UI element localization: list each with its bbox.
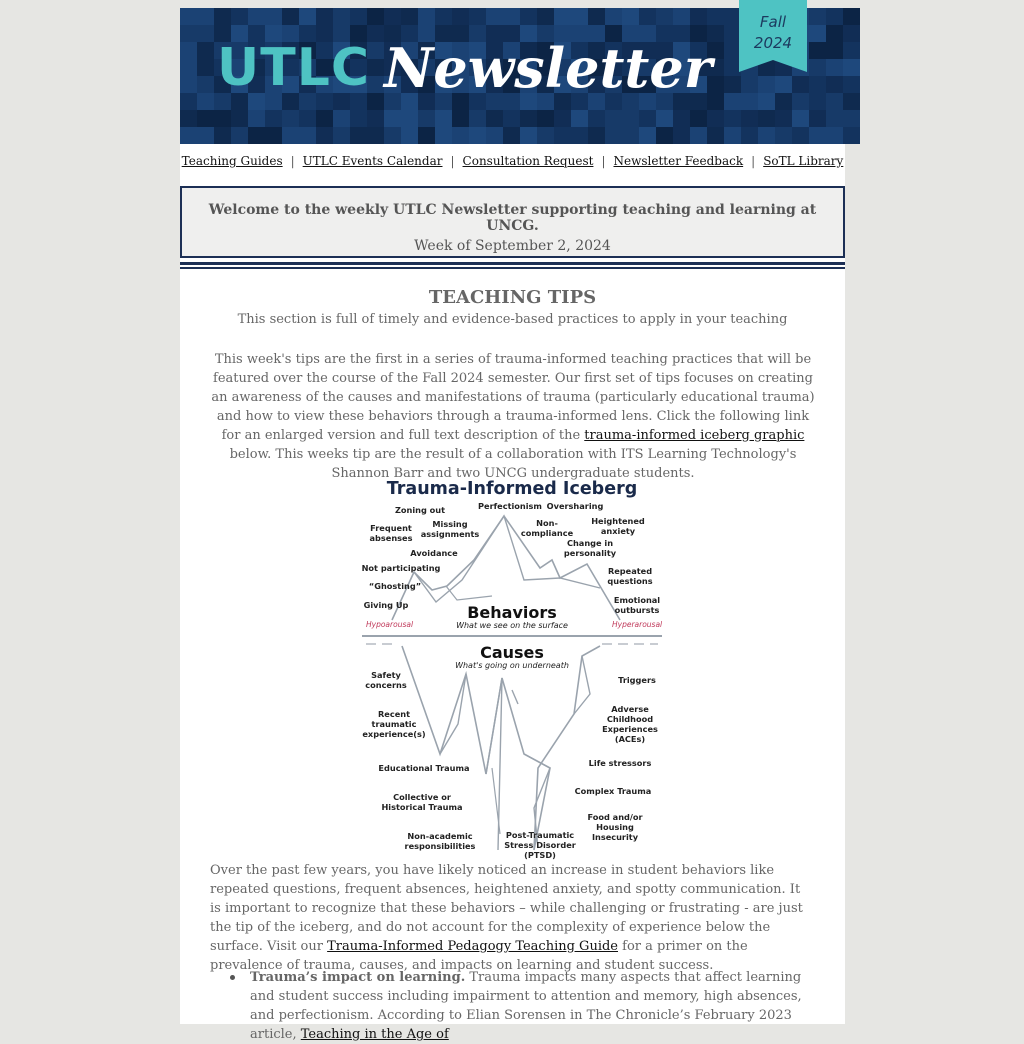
banner-tile — [809, 76, 826, 93]
banner-tile — [571, 127, 588, 144]
banner-tile — [792, 76, 809, 93]
banner-tile — [588, 127, 605, 144]
banner-tile — [180, 76, 197, 93]
banner-tile — [197, 8, 214, 25]
banner-tile — [707, 8, 724, 25]
banner-tile — [214, 8, 231, 25]
banner-tile — [197, 127, 214, 144]
banner-tile — [639, 110, 656, 127]
banner-tile — [401, 127, 418, 144]
banner-tile — [656, 127, 673, 144]
banner-tile — [554, 8, 571, 25]
banner-tile — [809, 110, 826, 127]
banner-tile — [826, 8, 843, 25]
banner-tile — [622, 110, 639, 127]
iceberg-label: Insecurity — [591, 832, 639, 842]
banner-tile — [248, 127, 265, 144]
iceberg-label: “Ghosting” — [368, 581, 422, 591]
hypoarousal-label: Hypoarousal — [366, 620, 414, 629]
iceberg-label: Safety — [371, 670, 401, 680]
welcome-week: Week of September 2, 2024 — [414, 238, 611, 254]
banner-tile — [333, 8, 350, 25]
banner-tile — [639, 8, 656, 25]
banner-tile — [775, 76, 792, 93]
banner-tile — [180, 127, 197, 144]
banner-tile — [520, 127, 537, 144]
iceberg-base-ridge — [574, 656, 590, 714]
banner-tile — [401, 110, 418, 127]
banner-tile — [537, 127, 554, 144]
banner-tile — [350, 110, 367, 127]
nav-separator: | — [450, 154, 455, 168]
iceberg-label: Giving Up — [363, 600, 409, 610]
banner-brand: UTLC — [217, 38, 370, 98]
banner-tile — [384, 8, 401, 25]
banner-tile — [724, 127, 741, 144]
iceberg-label: Educational Trauma — [378, 763, 470, 773]
iceberg-label: Avoidance — [410, 548, 458, 558]
iceberg-label: Non- — [536, 518, 558, 528]
iceberg-label: Zoning out — [394, 505, 446, 515]
bullet-text: Trauma impacts many aspects that affect learning and student success including impairment to attention and memory, high absences, and perfectionism. According to Elian Sorensen in The Chronicle’s February 2023 article, — [250, 970, 802, 1042]
iceberg-label: Collective or — [393, 792, 451, 802]
iceberg-label: Repeated — [607, 566, 653, 576]
banner-tile — [197, 110, 214, 127]
intro-text: This week's tips are the first in a series of trauma-informed teaching practices that will be featured over the course of the Fall 2024 semester. Our first set of tips focuses on creating an awareness of the causes and manifestations of trauma (particularly educational trauma) and how to view these behaviors through a trauma-informed lens. Click the following link for an enlarged version and full text description of the — [211, 352, 815, 443]
banner-tile — [656, 8, 673, 25]
nav-separator: | — [751, 154, 756, 168]
banner-tile — [554, 127, 571, 144]
iceberg-label: Housing — [596, 822, 634, 832]
banner-tile — [741, 93, 758, 110]
banner-tile — [435, 8, 452, 25]
banner-tile — [826, 25, 843, 42]
iceberg-label: Triggers — [618, 675, 656, 685]
iceberg-label: outbursts — [614, 605, 660, 615]
iceberg-title: Trauma-Informed Iceberg — [386, 479, 638, 499]
nav-consultation-request[interactable]: Consultation Request — [462, 154, 594, 168]
banner-tile — [367, 127, 384, 144]
banner-tile — [826, 110, 843, 127]
hyperarousal-label: Hyperarousal — [612, 620, 663, 629]
banner-tile — [231, 110, 248, 127]
banner-tile — [758, 93, 775, 110]
ribbon-season: Fall — [759, 13, 787, 31]
banner-tile — [758, 110, 775, 127]
banner-tile — [707, 127, 724, 144]
banner-tile — [809, 93, 826, 110]
banner-tile — [758, 127, 775, 144]
intro-text-end: below. This weeks tip are the result of a collaboration with ITS Learning Technology's Shannon Barr and two UNCG undergraduate students. — [229, 447, 797, 481]
banner-tile — [809, 42, 826, 59]
body-text-end: for a primer on the prevalence of trauma, causes, and impacts on learning and student success. — [210, 939, 748, 973]
nav-separator: | — [601, 154, 606, 168]
iceberg-label: traumatic — [371, 719, 417, 729]
banner-tile — [418, 110, 435, 127]
banner-tile — [826, 42, 843, 59]
banner-tile — [690, 8, 707, 25]
banner-tile — [469, 8, 486, 25]
banner-tile — [265, 8, 282, 25]
banner-tile — [469, 127, 486, 144]
banner-tile — [180, 8, 197, 25]
banner-tile — [724, 93, 741, 110]
causes-subheading: What's going on underneath — [455, 661, 569, 670]
iceberg-label: Missing — [432, 519, 468, 529]
banner-tile — [809, 25, 826, 42]
banner-tile — [520, 8, 537, 25]
iceberg-label: Complex Trauma — [574, 786, 652, 796]
banner-tile — [367, 8, 384, 25]
banner-tile — [673, 127, 690, 144]
banner-tile — [775, 127, 792, 144]
banner-tile — [384, 110, 401, 127]
banner-tile — [197, 25, 214, 42]
teaching-guide-link[interactable]: Trauma-Informed Pedagogy Teaching Guide — [327, 939, 618, 954]
banner-tile — [214, 110, 231, 127]
banner-tile — [282, 127, 299, 144]
welcome-headline: Welcome to the weekly UTLC Newsletter supporting teaching and learning at UNCG. — [208, 202, 817, 234]
banner-tile — [401, 8, 418, 25]
banner-tile — [673, 110, 690, 127]
section-title: TEACHING TIPS — [428, 287, 597, 308]
chronicle-article-link[interactable]: Teaching in the Age of — [300, 1027, 449, 1042]
iceberg-label: assignments — [420, 529, 480, 539]
divider-rule — [180, 262, 845, 265]
banner-tile — [214, 127, 231, 144]
banner-tile — [758, 76, 775, 93]
iceberg-label: Change in — [566, 538, 614, 548]
banner-tile — [503, 127, 520, 144]
tips-bullet-list — [250, 968, 815, 1044]
behaviors-subheading: What we see on the surface — [456, 621, 568, 630]
iceberg-label: Stress Disorder — [504, 840, 576, 850]
behaviors-heading: Behaviors — [467, 603, 557, 622]
banner-tile — [486, 127, 503, 144]
banner-tile — [180, 110, 197, 127]
banner-tile — [180, 59, 197, 76]
banner-title: Newsletter — [384, 36, 713, 100]
iceberg-labels — [362, 501, 661, 860]
banner-tile — [826, 93, 843, 110]
banner-tile — [435, 127, 452, 144]
iceberg-label: Recent — [377, 709, 411, 719]
banner-tile — [435, 110, 452, 127]
iceberg-label: Food and/or — [587, 812, 643, 822]
banner-tile — [843, 93, 860, 110]
banner-tile — [384, 127, 401, 144]
iceberg-label: Not participating — [361, 563, 441, 573]
banner-tile — [265, 127, 282, 144]
banner-tile — [775, 93, 792, 110]
banner-tile — [792, 93, 809, 110]
banner-tile — [639, 127, 656, 144]
banner-tile — [299, 8, 316, 25]
iceberg-label: Non-academic — [407, 831, 473, 841]
list-item — [250, 968, 815, 1044]
banner-tile — [503, 8, 520, 25]
banner-tile — [554, 110, 571, 127]
season-ribbon — [739, 0, 807, 72]
iceberg-base-ridge — [512, 690, 518, 704]
banner-tile — [843, 8, 860, 25]
banner-tile — [486, 8, 503, 25]
banner-tile — [231, 8, 248, 25]
banner-tile — [690, 110, 707, 127]
banner-tile — [537, 8, 554, 25]
banner-tile — [333, 110, 350, 127]
banner-tile — [316, 8, 333, 25]
banner-tile — [180, 42, 197, 59]
banner-tile — [792, 110, 809, 127]
banner-tile — [843, 25, 860, 42]
banner-tile — [656, 110, 673, 127]
iceberg-label: Historical Trauma — [381, 802, 463, 812]
intro-paragraph — [208, 350, 818, 483]
iceberg-label: personality — [563, 548, 617, 558]
banner-tile — [571, 8, 588, 25]
banner-tile — [299, 110, 316, 127]
trauma-iceberg-graphic — [362, 468, 662, 860]
banner-tile — [197, 76, 214, 93]
banner-tile — [486, 110, 503, 127]
banner-tile — [843, 59, 860, 76]
iceberg-graphic-link[interactable]: trauma-informed iceberg graphic — [584, 428, 805, 443]
iceberg-label: Emotional — [613, 595, 661, 605]
iceberg-label: Experiences — [602, 724, 658, 734]
iceberg-label: questions — [607, 576, 653, 586]
banner-tile — [316, 110, 333, 127]
nav-events-calendar[interactable]: UTLC Events Calendar — [302, 154, 443, 168]
iceberg-label: Frequent — [370, 523, 412, 533]
welcome-box — [180, 186, 845, 258]
iceberg-label: Adverse — [611, 704, 649, 714]
banner-tile — [248, 8, 265, 25]
banner-tile — [673, 8, 690, 25]
banner-tile — [741, 127, 758, 144]
banner-tile — [605, 8, 622, 25]
iceberg-label: concerns — [365, 680, 407, 690]
banner-tile — [265, 110, 282, 127]
iceberg-label: experience(s) — [362, 729, 426, 739]
banner-tile — [418, 127, 435, 144]
banner-tile — [197, 93, 214, 110]
iceberg-label: anxiety — [600, 526, 636, 536]
banner-tile — [622, 127, 639, 144]
banner-tile — [248, 110, 265, 127]
ribbon-year: 2024 — [753, 34, 793, 52]
banner-tile — [724, 76, 741, 93]
banner-tile — [707, 110, 724, 127]
bullet-heading: Trauma’s impact on learning. — [250, 970, 466, 985]
nav-newsletter-feedback[interactable]: Newsletter Feedback — [613, 154, 744, 168]
nav-separator: | — [290, 154, 295, 168]
banner-tile — [690, 127, 707, 144]
banner-tile — [197, 59, 214, 76]
iceberg-label: Oversharing — [546, 501, 604, 511]
banner-tile — [843, 42, 860, 59]
causes-heading: Causes — [480, 643, 544, 662]
banner-tile — [809, 8, 826, 25]
banner-tile — [775, 110, 792, 127]
banner-tile — [605, 127, 622, 144]
banner-tile — [741, 110, 758, 127]
banner-tile — [826, 127, 843, 144]
banner-tile — [452, 8, 469, 25]
iceberg-label: (ACEs) — [614, 734, 646, 744]
body-paragraph — [210, 861, 815, 975]
banner-tile — [231, 127, 248, 144]
banner-tile — [350, 127, 367, 144]
iceberg-label: Heightened — [591, 516, 645, 526]
nav-teaching-guides[interactable]: Teaching Guides — [181, 154, 283, 168]
iceberg-label: compliance — [520, 528, 574, 538]
banner-tile — [792, 127, 809, 144]
banner-tile — [418, 8, 435, 25]
banner-tile — [350, 8, 367, 25]
banner-tile — [826, 59, 843, 76]
bullet-dot — [230, 975, 235, 980]
iceberg-label: responsibilities — [404, 841, 476, 851]
banner-tile — [826, 76, 843, 93]
banner-tile — [809, 127, 826, 144]
banner-tile — [809, 59, 826, 76]
iceberg-label: Perfectionism — [478, 501, 542, 511]
banner-tile — [843, 110, 860, 127]
banner-tile — [282, 8, 299, 25]
banner-tile — [537, 110, 554, 127]
banner-tile — [588, 110, 605, 127]
banner-tile — [469, 110, 486, 127]
ribbon-text — [739, 12, 807, 54]
banner-tile — [180, 93, 197, 110]
top-nav — [180, 154, 845, 168]
iceberg-label: Post-Traumatic — [505, 830, 575, 840]
banner-tile — [316, 127, 333, 144]
banner-tile — [520, 110, 537, 127]
banner-tile — [622, 8, 639, 25]
divider-rule — [180, 267, 845, 269]
banner-tile — [282, 110, 299, 127]
banner-tile — [180, 25, 197, 42]
newsletter-page — [180, 8, 845, 1042]
banner-tile — [452, 110, 469, 127]
banner-tile — [299, 127, 316, 144]
banner-tile — [605, 110, 622, 127]
banner-tile — [197, 42, 214, 59]
banner-tile — [843, 127, 860, 144]
banner-tile — [333, 127, 350, 144]
iceberg-label: absenses — [369, 533, 413, 543]
body-text: Over the past few years, you have likely noticed an increase in student behaviors like repeated questions, frequent absences, heightened anxiety, and spotty communication. It is important to recognize that these behaviors – while challenging or frustrating - are just the tip of the iceberg, and do not account for the complexity of experience below the surface. Visit our — [210, 863, 803, 954]
banner-tile — [724, 110, 741, 127]
banner-tile — [588, 8, 605, 25]
banner-tile — [452, 127, 469, 144]
section-subtitle: This section is full of timely and evidence-based practices to apply in your teaching — [237, 312, 788, 327]
iceberg-label: Life stressors — [588, 758, 652, 768]
banner-tile — [503, 110, 520, 127]
nav-sotl-library[interactable]: SoTL Library — [763, 154, 844, 168]
banner-tile — [741, 76, 758, 93]
iceberg-label: Childhood — [606, 714, 654, 724]
banner-tile — [367, 110, 384, 127]
banner-tile — [571, 110, 588, 127]
banner-tile — [843, 76, 860, 93]
iceberg-label: (PTSD) — [524, 850, 556, 860]
